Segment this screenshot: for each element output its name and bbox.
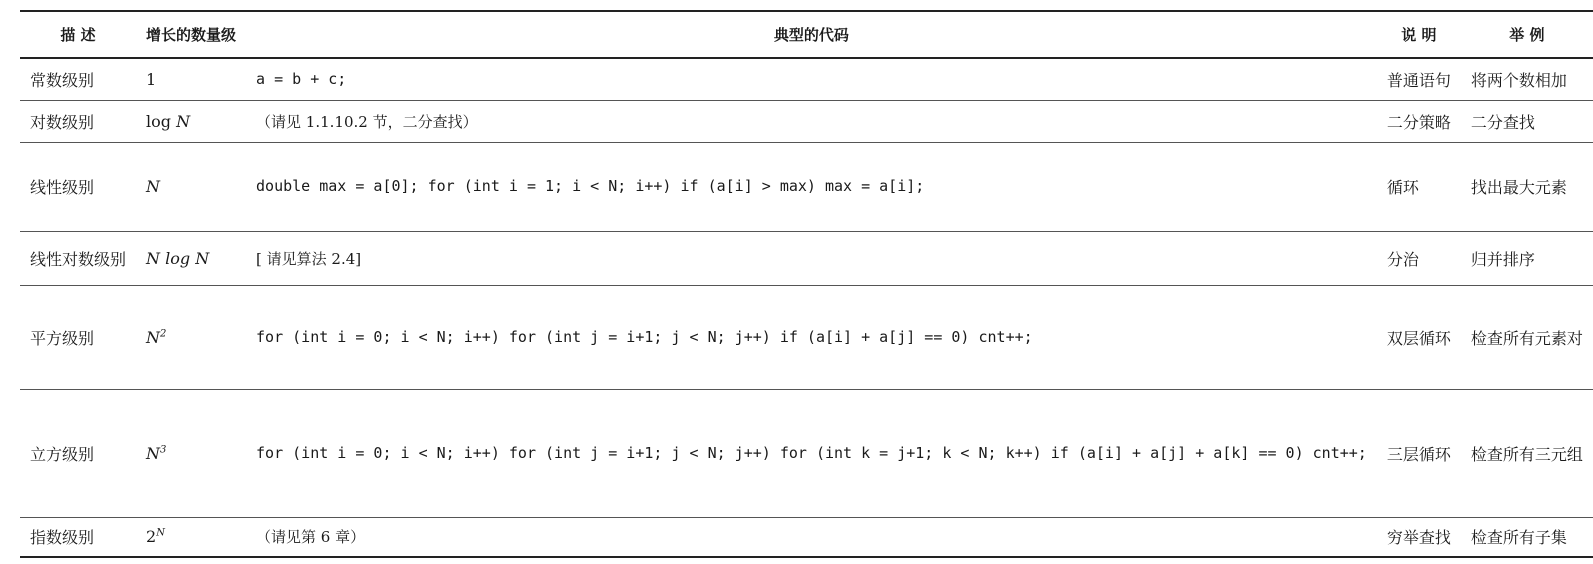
- order-exponent: N: [156, 527, 165, 539]
- order-variable: N: [146, 327, 161, 347]
- order-exponent: 2: [160, 328, 167, 340]
- cell-example: 二分查找: [1470, 112, 1535, 132]
- order-variable: N: [195, 248, 210, 268]
- cell-description: 立方级别: [30, 444, 95, 464]
- header-typical-code: 典型的代码: [773, 26, 849, 44]
- cell-example: 归并排序: [1470, 249, 1535, 269]
- cell-code: （请见第 6 章）: [256, 528, 366, 547]
- cell-description: 线性级别: [30, 178, 95, 197]
- order-variable: N: [146, 177, 161, 196]
- cell-code: double max = a[0]; for (int i = 1; i < N; i++) if (a[i] > max) max = a[i];: [256, 177, 925, 195]
- cell-growth-order: [136, 142, 246, 231]
- cell-explanation: 双层循环: [1386, 328, 1451, 348]
- cell-growth-order: [136, 231, 246, 285]
- table-row: [20, 231, 1593, 285]
- header-row: [20, 11, 1593, 58]
- table-row: [20, 58, 1593, 100]
- order-exponent: 3: [160, 444, 167, 456]
- cell-example: 找出最大元素: [1470, 178, 1567, 197]
- cell-code: a = b + c;: [256, 69, 347, 88]
- order-variable: N: [176, 111, 191, 131]
- order-base: 2: [146, 527, 157, 547]
- cell-growth-order: [136, 100, 246, 142]
- header-growth-order: 增长的数量级: [146, 26, 237, 44]
- growth-order-table: [20, 10, 1593, 558]
- order-base: log: [146, 111, 177, 131]
- cell-growth-order: [136, 285, 246, 389]
- table-row: [20, 142, 1593, 231]
- cell-code: [ 请见算法 2.4]: [256, 249, 362, 268]
- table-row: [20, 285, 1593, 389]
- cell-explanation: 分治: [1386, 249, 1419, 269]
- table-row: [20, 517, 1593, 557]
- order-base: 1: [146, 69, 157, 89]
- cell-example: 检查所有元素对: [1470, 328, 1583, 348]
- cell-example: 检查所有子集: [1470, 528, 1567, 548]
- cell-description: 平方级别: [30, 328, 95, 348]
- cell-description: 对数级别: [30, 112, 95, 132]
- cell-description: 指数级别: [30, 528, 95, 548]
- cell-description: 线性对数级别: [30, 249, 127, 269]
- cell-growth-order: [136, 517, 246, 557]
- cell-example: 将两个数相加: [1470, 70, 1567, 90]
- table-row: [20, 389, 1593, 517]
- header-example: 举 例: [1509, 26, 1545, 44]
- header-explanation: 说 明: [1401, 26, 1437, 44]
- cell-example: 检查所有三元组: [1470, 444, 1583, 464]
- cell-explanation: 普通语句: [1386, 70, 1451, 90]
- cell-explanation: 穷举查找: [1386, 528, 1451, 548]
- cell-explanation: 循环: [1386, 178, 1419, 197]
- order-variable: N: [146, 443, 161, 463]
- cell-code: for (int i = 0; i < N; i++) for (int j = i+1; j < N; j++) if (a[i] + a[j] == 0) cnt++;: [256, 327, 1033, 346]
- cell-description: 常数级别: [30, 70, 95, 90]
- cell-code: for (int i = 0; i < N; i++) for (int j = i+1; j < N; j++) for (int k = j+1; k < N; k++) if (a[i] + a[j] + a[k] == 0) cnt++;: [256, 443, 1367, 462]
- cell-growth-order: [136, 389, 246, 517]
- table-row: [20, 100, 1593, 142]
- header-description: 描 述: [60, 26, 96, 44]
- cell-explanation: 二分策略: [1386, 112, 1451, 132]
- order-base: N log: [146, 248, 196, 268]
- cell-code: （请见 1.1.10.2 节，二分查找）: [256, 112, 478, 131]
- cell-explanation: 三层循环: [1386, 444, 1451, 464]
- cell-growth-order: [136, 58, 246, 100]
